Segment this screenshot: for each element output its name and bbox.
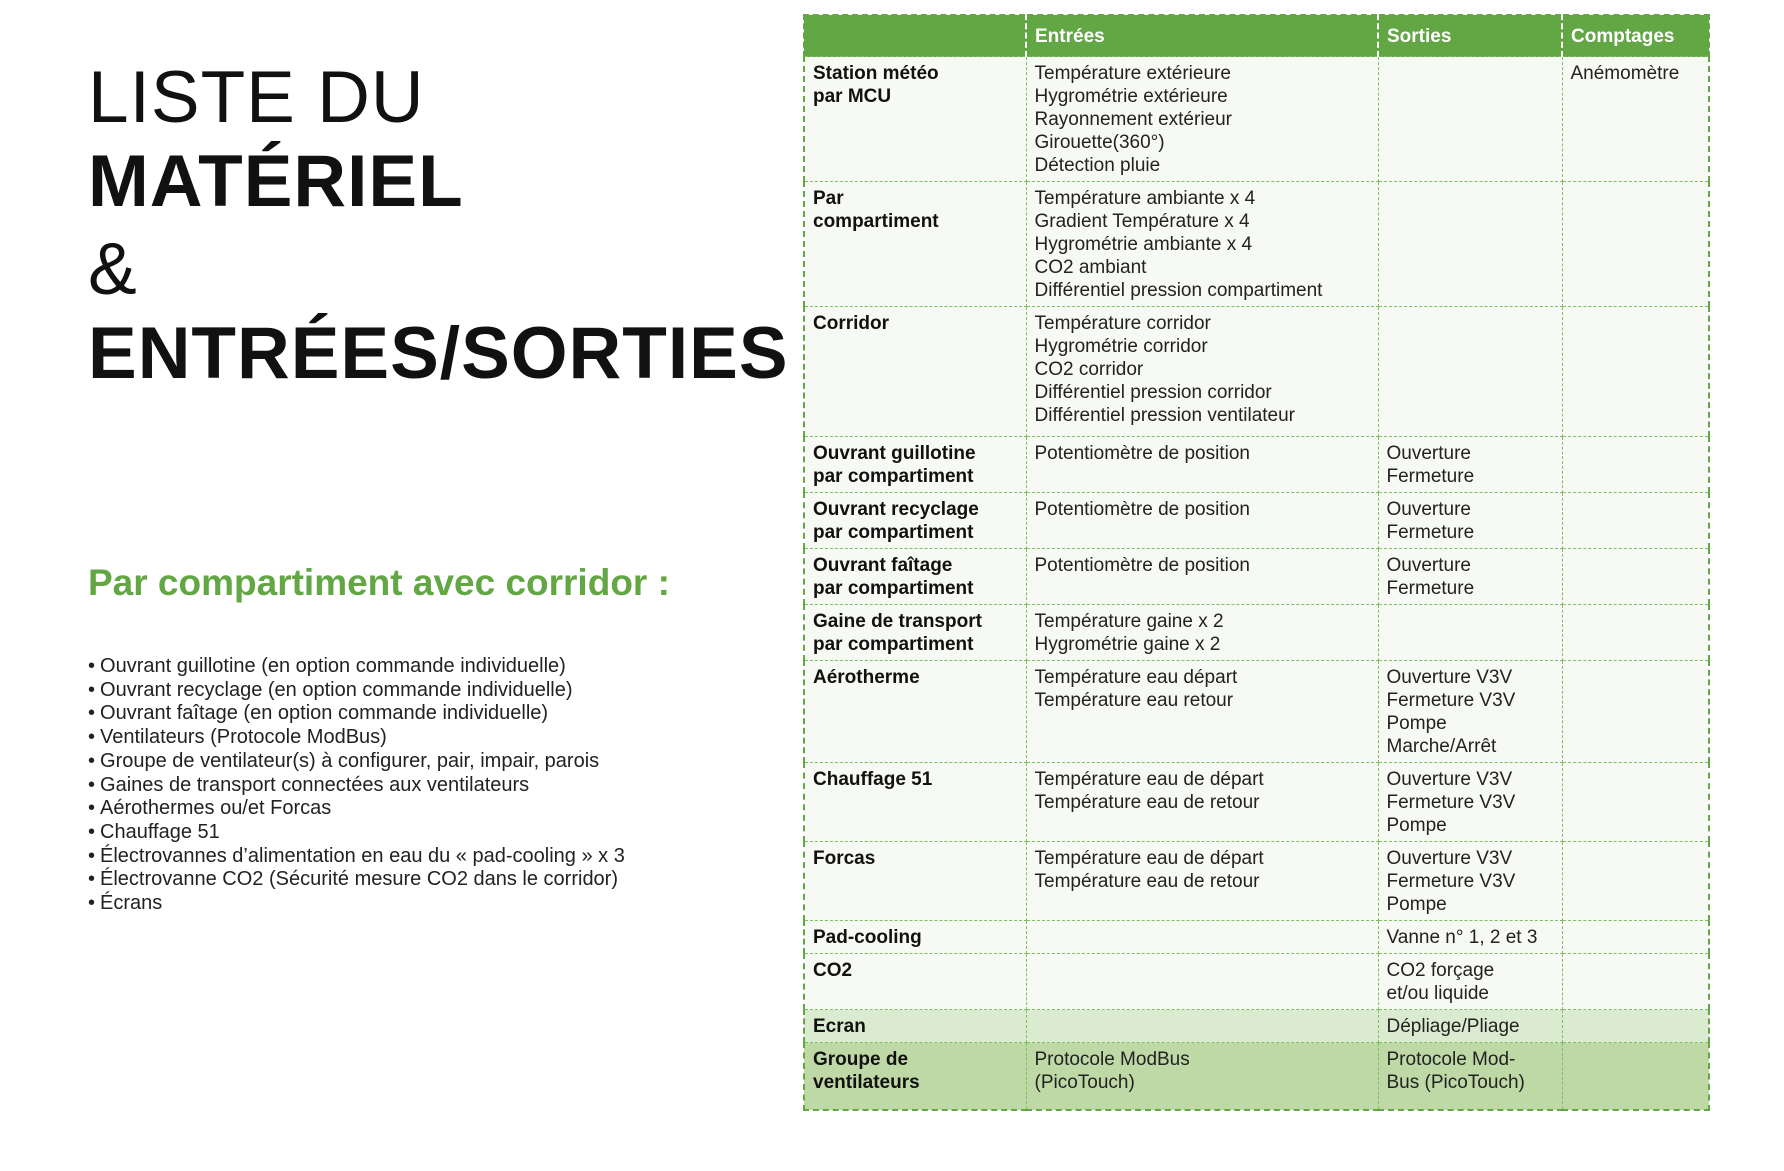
title-line-3: & [88, 229, 138, 310]
cell-line: CO2 forçage [1386, 960, 1495, 981]
cell-line: Hygrométrie gaine x 2 [1034, 634, 1221, 655]
table-cell-label [804, 493, 1026, 549]
table-cell-sorties [1378, 549, 1562, 605]
table-cell-entrees [1026, 605, 1378, 661]
table-cell-comptages [1562, 842, 1709, 921]
table-cell-entrees [1026, 842, 1378, 921]
table-cell-sorties [1378, 842, 1562, 921]
cell-line: Température eau départ [1034, 667, 1238, 688]
table-cell-entrees [1026, 182, 1378, 307]
table-cell-sorties [1378, 57, 1562, 182]
table-cell-label [804, 182, 1026, 307]
cell-line: Fermeture V3V [1386, 871, 1516, 892]
cell-line: et/ou liquide [1386, 983, 1489, 1004]
table-cell-label [804, 954, 1026, 1010]
cell-line: par MCU [813, 86, 892, 107]
cell-line: Fermeture [1386, 466, 1475, 487]
table-row [804, 182, 1709, 307]
list-item: • Ouvrant guillotine (en option commande individuelle) [88, 655, 625, 679]
table-cell-label [804, 549, 1026, 605]
table-row [804, 57, 1709, 182]
list-item: • Chauffage 51 [88, 821, 625, 845]
cell-line: Ouverture [1386, 499, 1471, 520]
table-row [804, 605, 1709, 661]
cell-line: Ouvrant recyclage [813, 499, 979, 520]
cell-line: Température eau de départ [1034, 769, 1264, 790]
table-cell-comptages [1562, 605, 1709, 661]
cell-line: compartiment [813, 211, 939, 232]
cell-line: par compartiment [813, 634, 974, 655]
cell-line: Hygrométrie corridor [1034, 336, 1208, 357]
table-cell-comptages [1562, 57, 1709, 182]
section-subtitle: Par compartiment avec corridor : [88, 562, 670, 603]
cell-line: Ouvrant faîtage [813, 555, 953, 576]
table-cell-comptages [1562, 763, 1709, 842]
cell-line: Groupe de [813, 1049, 909, 1070]
table-cell-sorties [1378, 1010, 1562, 1043]
cell-line: Gradient Température x 4 [1034, 211, 1250, 232]
cell-line: Anémomètre [1570, 63, 1680, 84]
cell-line: Fermeture V3V [1386, 690, 1516, 711]
list-item: • Groupe de ventilateur(s) à configurer, pair, impair, parois [88, 750, 625, 774]
table-cell-comptages [1562, 1010, 1709, 1043]
cell-line: CO2 ambiant [1034, 257, 1147, 278]
cell-line: Hygrométrie ambiante x 4 [1034, 234, 1253, 255]
header-cell-label [804, 15, 1026, 57]
cell-line: Fermeture V3V [1386, 792, 1516, 813]
table-row [804, 661, 1709, 763]
table-cell-comptages [1562, 954, 1709, 1010]
io-table [803, 14, 1710, 1111]
table-cell-comptages [1562, 921, 1709, 954]
cell-line: Aérotherme [813, 667, 920, 688]
table-cell-comptages [1562, 549, 1709, 605]
cell-line: Fermeture [1386, 522, 1475, 543]
table-row [804, 549, 1709, 605]
cell-line: Protocole ModBus [1034, 1049, 1190, 1070]
cell-line: Forcas [813, 848, 876, 869]
table-row [804, 763, 1709, 842]
table-row [804, 493, 1709, 549]
cell-line: Ouverture V3V [1386, 769, 1513, 790]
cell-line: Gaine de transport [813, 611, 982, 632]
table-cell-sorties [1378, 493, 1562, 549]
list-item: • Ouvrant recyclage (en option commande individuelle) [88, 679, 625, 703]
cell-line: Potentiomètre de position [1034, 555, 1250, 576]
cell-line: Potentiomètre de position [1034, 443, 1250, 464]
table-cell-label [804, 763, 1026, 842]
cell-line: Différentiel pression compartiment [1034, 280, 1323, 301]
cell-line: Fermeture [1386, 578, 1475, 599]
cell-line: Température ambiante x 4 [1034, 188, 1256, 209]
list-item: • Gaines de transport connectées aux ventilateurs [88, 774, 625, 798]
cell-line: par compartiment [813, 578, 974, 599]
cell-line: Protocole Mod- [1386, 1049, 1516, 1070]
title-line-2: MATÉRIEL [88, 141, 464, 222]
table-cell-comptages [1562, 1043, 1709, 1110]
table-cell-sorties [1378, 661, 1562, 763]
cell-line: Vanne n° 1, 2 et 3 [1386, 927, 1538, 948]
equipment-list [88, 655, 625, 916]
list-item: • Ouvrant faîtage (en option commande individuelle) [88, 702, 625, 726]
list-item: • Écrans [88, 892, 625, 916]
table-row [804, 954, 1709, 1010]
table-cell-entrees [1026, 921, 1378, 954]
cell-line: Potentiomètre de position [1034, 499, 1250, 520]
table-cell-entrees [1026, 1043, 1378, 1110]
table-cell-sorties [1378, 921, 1562, 954]
cell-line: Station météo [813, 63, 939, 84]
cell-line: Différentiel pression corridor [1034, 382, 1272, 403]
cell-line: Corridor [813, 313, 889, 334]
cell-line: Pompe [1386, 815, 1447, 836]
cell-line: Ouvrant guillotine [813, 443, 976, 464]
table-cell-sorties [1378, 1043, 1562, 1110]
cell-line: CO2 corridor [1034, 359, 1144, 380]
cell-line: Température eau de départ [1034, 848, 1264, 869]
header-cell-comptages: Comptages [1562, 15, 1709, 57]
cell-line: Température eau retour [1034, 690, 1234, 711]
cell-line: Pompe [1386, 894, 1447, 915]
cell-line: Température gaine x 2 [1034, 611, 1224, 632]
cell-line: Rayonnement extérieur [1034, 109, 1232, 130]
table-cell-sorties [1378, 437, 1562, 493]
cell-line: Température corridor [1034, 313, 1211, 334]
table-cell-label [804, 307, 1026, 437]
table-body [804, 57, 1709, 1110]
table-cell-entrees [1026, 954, 1378, 1010]
cell-line: Ouverture V3V [1386, 667, 1513, 688]
cell-line: Ouverture [1386, 443, 1471, 464]
cell-line: Ouverture V3V [1386, 848, 1513, 869]
list-item: • Électrovanne CO2 (Sécurité mesure CO2 dans le corridor) [88, 868, 625, 892]
cell-line: Température extérieure [1034, 63, 1231, 84]
header-cell-entrees: Entrées [1026, 15, 1378, 57]
table-cell-sorties [1378, 605, 1562, 661]
table-cell-label [804, 921, 1026, 954]
table-cell-entrees [1026, 493, 1378, 549]
cell-line: Bus (PicoTouch) [1386, 1072, 1525, 1093]
table-header-row [804, 15, 1709, 57]
cell-line: Différentiel pression ventilateur [1034, 405, 1296, 426]
table-cell-entrees [1026, 437, 1378, 493]
io-table-container [803, 14, 1708, 1111]
table-cell-entrees [1026, 307, 1378, 437]
cell-line: par compartiment [813, 466, 974, 487]
table-cell-comptages [1562, 307, 1709, 437]
cell-line: CO2 [813, 960, 853, 981]
table-row [804, 921, 1709, 954]
cell-line: Température eau de retour [1034, 871, 1260, 892]
table-cell-label [804, 842, 1026, 921]
list-item: • Électrovannes d’alimentation en eau du « pad-cooling » x 3 [88, 845, 625, 869]
list-item: • Ventilateurs (Protocole ModBus) [88, 726, 625, 750]
table-cell-sorties [1378, 763, 1562, 842]
cell-line: Ouverture [1386, 555, 1471, 576]
cell-line: ventilateurs [813, 1072, 920, 1093]
table-cell-label [804, 661, 1026, 763]
cell-line: Chauffage 51 [813, 769, 933, 790]
cell-line: Par [813, 188, 844, 209]
table-cell-sorties [1378, 954, 1562, 1010]
table-cell-entrees [1026, 1010, 1378, 1043]
table-cell-sorties [1378, 307, 1562, 437]
cell-line: Pad-cooling [813, 927, 922, 948]
table-cell-label [804, 1010, 1026, 1043]
cell-line: Pompe [1386, 713, 1447, 734]
title-line-4: ENTRÉES/SORTIES [88, 313, 789, 394]
table-cell-label [804, 437, 1026, 493]
cell-line: Température eau de retour [1034, 792, 1260, 813]
table-cell-entrees [1026, 549, 1378, 605]
table-cell-label [804, 605, 1026, 661]
table-row [804, 1043, 1709, 1110]
cell-line: (PicoTouch) [1034, 1072, 1135, 1093]
cell-line: Détection pluie [1034, 155, 1161, 176]
cell-line: Ecran [813, 1016, 866, 1037]
cell-line: par compartiment [813, 522, 974, 543]
list-item: • Aérothermes ou/et Forcas [88, 797, 625, 821]
table-row [804, 842, 1709, 921]
cell-line: Girouette(360°) [1034, 132, 1165, 153]
table-row [804, 307, 1709, 437]
table-cell-entrees [1026, 57, 1378, 182]
table-cell-comptages [1562, 437, 1709, 493]
table-cell-entrees [1026, 661, 1378, 763]
cell-line: Hygrométrie extérieure [1034, 86, 1228, 107]
table-cell-comptages [1562, 661, 1709, 763]
table-cell-comptages [1562, 182, 1709, 307]
table-cell-sorties [1378, 182, 1562, 307]
table-cell-comptages [1562, 493, 1709, 549]
header-cell-sorties: Sorties [1378, 15, 1562, 57]
table-cell-entrees [1026, 763, 1378, 842]
table-row [804, 437, 1709, 493]
table-row [804, 1010, 1709, 1043]
cell-line: Marche/Arrêt [1386, 736, 1497, 757]
table-cell-label [804, 57, 1026, 182]
cell-line: Dépliage/Pliage [1386, 1016, 1520, 1037]
title-line-1: LISTE DU [88, 57, 425, 138]
table-cell-label [804, 1043, 1026, 1110]
